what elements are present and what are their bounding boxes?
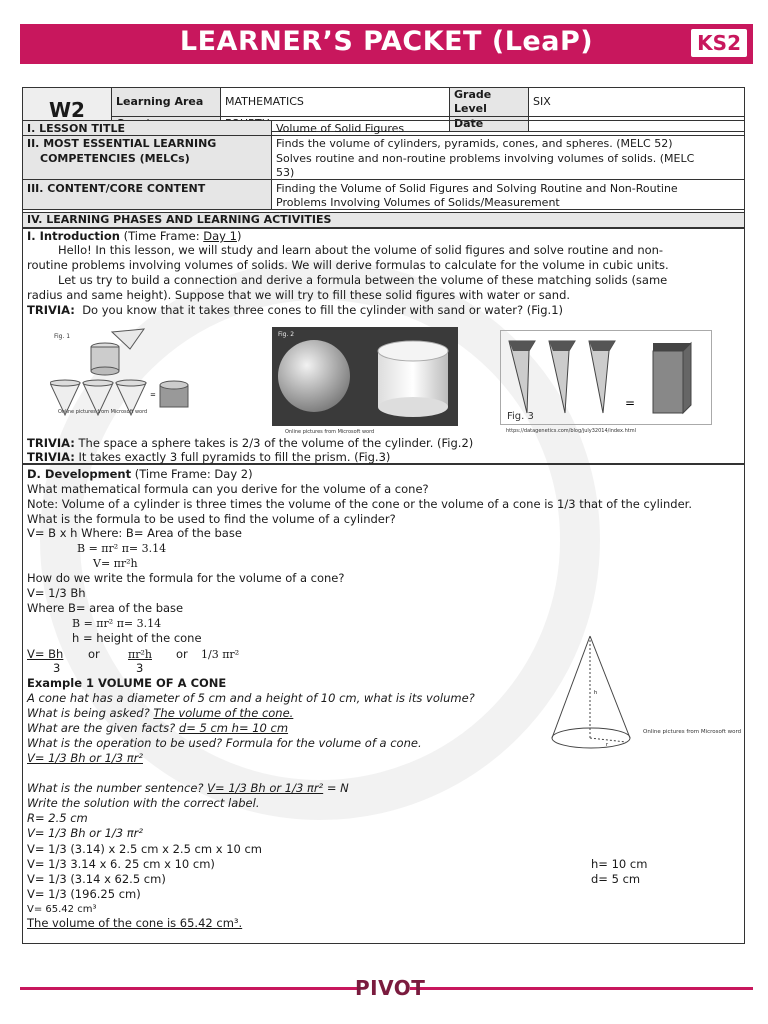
dev-frame: (Time Frame: Day 2) bbox=[131, 467, 253, 481]
intro-day: Day 1 bbox=[203, 229, 237, 243]
solution-line: V= 1/3 Bh or 1/3 πr² bbox=[27, 826, 143, 840]
solution-line: V= 1/3 (196.25 cm) bbox=[27, 887, 141, 901]
dev-line: Where B= area of the base bbox=[27, 601, 184, 615]
dev-line: V= B x h Where: B= Area of the base bbox=[27, 526, 242, 540]
ks2-badge: KS2 bbox=[691, 29, 747, 57]
or-text: or bbox=[176, 647, 188, 661]
cone-height-label: h bbox=[594, 690, 598, 696]
example-line: A cone hat has a diameter of 5 cm and a height of 10 cm, what is its volume? bbox=[27, 691, 475, 705]
learning-area-value: MATHEMATICS bbox=[221, 88, 450, 117]
fig2-credit: Online pictures from Microsoft word bbox=[285, 429, 375, 435]
footer-line-right bbox=[410, 987, 753, 990]
intro-paragraph: Hello! In this lesson, we will study and learn about the volume of solid figures and solve routine and non- bbox=[58, 243, 664, 257]
banner-title: LEARNER’S PACKET (LeaP) bbox=[179, 26, 594, 57]
given-height: h= 10 cm bbox=[591, 857, 648, 871]
sphere-cylinder-illustration bbox=[272, 327, 458, 426]
solution-line: V= 1/3 3.14 x 6. 25 cm x 10 cm) bbox=[27, 857, 215, 871]
cones-cylinder-illustration bbox=[50, 327, 205, 417]
week-label: W2 bbox=[23, 88, 112, 132]
date-label: Date bbox=[450, 117, 529, 132]
example-line bbox=[27, 721, 288, 736]
figure-1 bbox=[50, 327, 205, 417]
fraction-bh bbox=[27, 647, 63, 662]
figure-3 bbox=[500, 330, 712, 425]
solution-line: V= 1/3 (3.14 x 62.5 cm) bbox=[27, 872, 166, 886]
given-diameter: d= 5 cm bbox=[591, 872, 641, 886]
intro-paragraph: radius and same height). Suppose that we will try to fill these solid figures with water or sand. bbox=[27, 288, 571, 302]
content-label: III. CONTENT/CORE CONTENT bbox=[27, 182, 206, 195]
question: What is being asked? bbox=[27, 706, 154, 720]
learning-area-label: Learning Area bbox=[112, 88, 221, 117]
solution-conclusion: The volume of the cone is 65.42 cm³. bbox=[27, 916, 243, 930]
fig2-label: Fig. 2 bbox=[278, 331, 295, 338]
intro-heading bbox=[27, 229, 241, 244]
svg-text:=: = bbox=[150, 391, 156, 399]
cone-radius-label: r bbox=[606, 742, 609, 748]
answer-tail: = N bbox=[323, 781, 349, 795]
answer: d= 5 cm h= 10 cm bbox=[178, 721, 289, 735]
trivia-label: TRIVIA: bbox=[27, 436, 75, 450]
trivia-text: Do you know that it takes three cones to fill the cylinder with sand or water? (Fig.1) bbox=[82, 303, 563, 317]
melc-label: II. MOST ESSENTIAL LEARNING bbox=[27, 137, 217, 150]
trivia-label: TRIVIA: bbox=[27, 303, 75, 317]
lesson-title-label: I. LESSON TITLE bbox=[27, 122, 125, 135]
divider bbox=[22, 464, 745, 465]
example-line: What is the operation to be used? Formula for the volume of a cone. bbox=[27, 736, 422, 750]
fraction-denominator: 3 bbox=[53, 661, 61, 675]
intro-paragraph: routine problems involving volumes of solids. We will derive formulas to calculate for the volume in cubic units. bbox=[27, 258, 669, 272]
trivia-label: TRIVIA: bbox=[27, 450, 75, 464]
fig3-credit: https://datagenetics.com/blog/july32014/index.html bbox=[506, 428, 636, 434]
figure-2 bbox=[272, 327, 458, 426]
leap-banner bbox=[20, 24, 753, 64]
trivia-2 bbox=[27, 436, 473, 451]
dev-line: What mathematical formula can you derive for the volume of a cone? bbox=[27, 482, 429, 496]
answer: V= 1/3 Bh or 1/3 πr² bbox=[207, 781, 324, 795]
example-line bbox=[27, 781, 349, 796]
grade-level-value: SIX bbox=[529, 88, 745, 117]
section-title: IV. LEARNING PHASES AND LEARNING ACTIVITIES bbox=[27, 213, 332, 226]
lesson-title: Volume of Solid Figures bbox=[276, 122, 405, 135]
melc-text: Finds the volume of cylinders, pyramids, cones, and spheres. (MELC 52) bbox=[276, 137, 673, 150]
or-text: or bbox=[88, 647, 100, 661]
dev-formula: V= πr²h bbox=[93, 557, 138, 570]
example-line: Write the solution with the correct label. bbox=[27, 796, 260, 810]
example-title: Example 1 VOLUME OF A CONE bbox=[27, 676, 227, 690]
trivia-text: The space a sphere takes is 2/3 of the volume of the cylinder. (Fig.2) bbox=[74, 436, 474, 450]
fraction-numerator: V= Bh bbox=[27, 647, 64, 661]
dev-formula: B = πr² π= 3.14 bbox=[72, 617, 162, 630]
content-text: Problems Involving Volumes of Solids/Measurement bbox=[276, 196, 560, 209]
example-line: V= 1/3 Bh or 1/3 πr² bbox=[27, 751, 143, 765]
content-text: Finding the Volume of Solid Figures and Solving Routine and Non-Routine bbox=[276, 182, 678, 195]
example-line bbox=[27, 706, 293, 721]
divider bbox=[23, 179, 744, 180]
dev-line: Note: Volume of a cylinder is three times the volume of the cone or the volume of a cone is 1/3 that of the cylinder. bbox=[27, 497, 692, 511]
svg-text:=: = bbox=[625, 396, 636, 410]
pivot-logo: PIVOT bbox=[355, 976, 426, 1000]
fig1-label: Fig. 1 bbox=[54, 333, 71, 340]
melc-text: 53) bbox=[276, 166, 295, 179]
solution-line: V= 65.42 cm³ bbox=[27, 904, 97, 915]
dev-heading bbox=[27, 467, 253, 482]
intro-frame: (Time Frame: bbox=[119, 229, 204, 243]
formula-third-pir2: 1/3 πr² bbox=[201, 648, 240, 661]
solution-line: V= 1/3 (3.14) x 2.5 cm x 2.5 cm x 10 cm bbox=[27, 842, 263, 856]
trivia-1 bbox=[27, 303, 563, 318]
grade-level-label: Grade Level bbox=[450, 88, 529, 117]
melc-text: Solves routine and non-routine problems involving volumes of solids. (MELC bbox=[276, 152, 695, 165]
melc-label: COMPETENCIES (MELCs) bbox=[40, 152, 190, 165]
fig3-label: Fig. 3 bbox=[507, 411, 534, 422]
question: What are the given facts? bbox=[27, 721, 179, 735]
dev-line: What is the formula to be used to find the volume of a cylinder? bbox=[27, 512, 396, 526]
trivia-3 bbox=[27, 450, 390, 465]
dev-label: D. Development bbox=[27, 467, 132, 481]
dev-line: How do we write the formula for the volume of a cone? bbox=[27, 571, 345, 585]
dev-formula: B = πr² π= 3.14 bbox=[77, 542, 167, 555]
intro-close: ) bbox=[236, 229, 242, 243]
fig1-credit: Online pictures from Microsoft word bbox=[58, 409, 148, 415]
footer-line-left bbox=[20, 987, 360, 990]
fraction-pir2h: πr²h bbox=[128, 648, 152, 661]
trivia-text: It takes exactly 3 full pyramids to fill the prism. (Fig.3) bbox=[74, 450, 391, 464]
intro-label: I. Introduction bbox=[27, 229, 120, 243]
intro-paragraph: Let us try to build a connection and derive a formula between the volume of these matching solids (same bbox=[58, 273, 668, 287]
solution-line: R= 2.5 cm bbox=[27, 811, 88, 825]
dev-line: h = height of the cone bbox=[72, 631, 202, 645]
cone-credit: Online pictures from Microsoft word bbox=[643, 729, 742, 735]
question: What is the number sentence? bbox=[27, 781, 208, 795]
answer: The volume of the cone. bbox=[153, 706, 294, 720]
dev-line: V= 1/3 Bh bbox=[27, 586, 86, 600]
fraction-denominator: 3 bbox=[136, 661, 144, 675]
cone-illustration bbox=[548, 634, 638, 754]
